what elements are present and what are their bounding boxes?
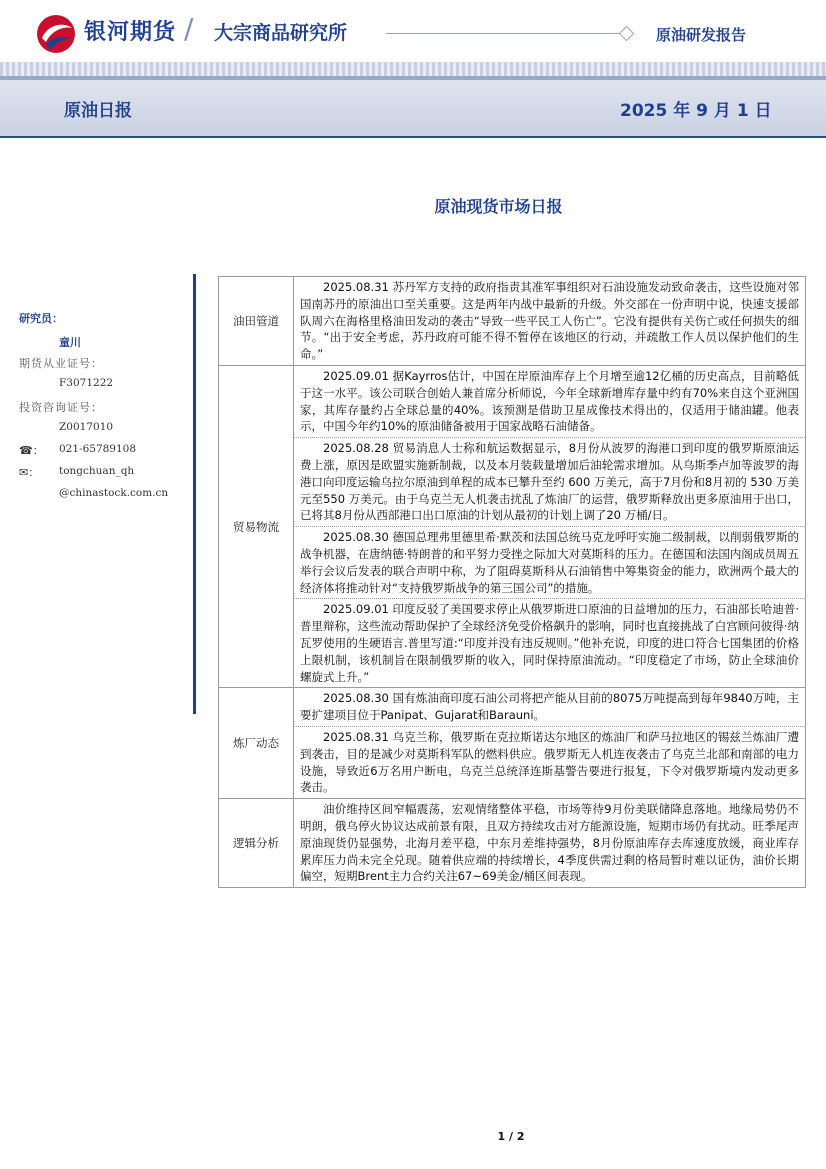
news-paragraph: 2025.08.31 乌克兰称，俄罗斯在克拉斯诺达尔地区的炼油厂和萨马拉地区的锡兹兰炼油厂遭到袭击，目的是减少对莫斯科军队的燃料供应。俄罗斯无人机连夜袭击了乌克兰北部和南部的电力设施，导致近6万名用户断电，乌克兰总统泽连斯基警告要进行报复，下令对俄罗斯境内发动更多袭击。	[300, 729, 799, 795]
diamond-icon	[619, 26, 635, 42]
email-line-2: @chinastock.com.cn	[59, 487, 169, 499]
news-paragraph: 2025.08.30 国有炼油商印度石油公司将把产能从目前的8075万吨提高到每年9840万吨，主要扩建项目位于Panipat、Gujarat和Barauni。	[300, 691, 799, 723]
institute-name: 大宗商品研究所	[214, 22, 348, 44]
report-title: 原油日报	[64, 101, 132, 121]
content-cell	[294, 799, 806, 888]
table-row	[219, 799, 806, 888]
phone-number: 021-65789108	[59, 443, 137, 455]
brand-separator: /	[184, 12, 194, 45]
email-icon: ✉：	[19, 466, 40, 479]
phone-icon: ☎：	[19, 444, 44, 457]
category-cell: 油田管道	[219, 277, 294, 366]
news-paragraph: 2025.08.28 贸易消息人士称和航运数据显示，8月份从波罗的海港口到印度的俄罗斯原油运费上涨，原因是欧盟实施新制裁，以及本月装载量增加后油轮需求增加。从乌斯季卢加等波罗的海港口向印度运输乌拉尔原油到单程的成本已攀升至约 600 万美元，高于7月份和8月初的 530 万美元至550 万美元。由于乌克兰无人机袭击扰乱了炼油厂的运营，俄罗斯释放出更多原油用于出口，已将其8月份从西部港口出口原油的计划从最初的计划上调了20 万桶/日。	[300, 441, 799, 523]
paragraph-divider	[294, 726, 805, 727]
main-title: 原油现货市场日报	[434, 197, 563, 216]
consult-cert-number: Z0017010	[59, 421, 114, 433]
category-cell: 逻辑分析	[219, 799, 294, 888]
futures-cert-label: 期货从业证号：	[19, 357, 103, 370]
paragraph-divider	[294, 437, 805, 438]
news-paragraph: 2025.09.01 印度反驳了美国要求停止从俄罗斯进口原油的日益增加的压力，石油部长哈迪普·普里辩称，这些流动帮助保护了全球经济免受价格飙升的影响，同时也直接挑战了白宫顾问彼得·纳瓦罗使用的生硬语言.普里写道:“印度并没有违反规则。”他补充说，印度的进口符合七国集团的价格上限机制，该机制旨在限制俄罗斯的收入，同时保持原油流动。“印度稳定了市场，防止全球油价螺旋式上升。”	[300, 602, 799, 684]
report-type: 原油研发报告	[656, 26, 747, 44]
header-stripe	[0, 62, 826, 76]
page-header	[0, 0, 826, 80]
table-row	[219, 688, 806, 799]
sidebar-divider	[193, 274, 196, 714]
paragraph-divider	[294, 526, 805, 527]
content-cell	[294, 688, 806, 799]
news-paragraph: 2025.09.01 据Kayrros估计，中国在岸原油库存上个月增至逾12亿桶的历史高点，目前略低于这一水平。该公司联合创始人兼首席分析师说，今年全球新增库存量中约有70%来自这个亚洲国家，其库存量约占全球总量的40%。该预测是借助卫星成像技术得出的，仅适用于储油罐。他表示，中国今年约10%的原油储备被用于国家战略石油储备。	[300, 368, 799, 434]
content-cell	[294, 277, 806, 366]
researcher-label: 研究员：	[19, 312, 63, 325]
table-row	[219, 277, 806, 366]
yinhe-logo-icon	[36, 14, 76, 54]
category-cell: 贸易物流	[219, 365, 294, 687]
researcher-name: 童川	[59, 336, 81, 349]
content-cell	[294, 365, 806, 687]
news-table	[218, 276, 806, 888]
table-row	[219, 365, 806, 687]
band-divider	[0, 136, 826, 138]
news-paragraph: 2025.08.30 德国总理弗里德里希·默茨和法国总统马克龙呼吁实施二级制裁，以削弱俄罗斯的战争机器，在唐纳德·特朗普的和平努力受挫之际加大对莫斯科的压力。在德国和法国内阁成员周五举行会议后发表的联合声明中称，为了阻碍莫斯科从石油销售中筹集资金的能力，欧洲两个最大的经济体将推动针对“支持俄罗斯战争的第三国公司”的措施。	[300, 530, 799, 595]
category-cell: 炼厂动态	[219, 688, 294, 799]
paragraph-divider	[294, 598, 805, 599]
news-paragraph: 2025.08.31 苏丹军方支持的政府指责其准军事组织对石油设施发动致命袭击，这些设施对邻国南苏丹的原油出口至关重要。这是两年内战中最新的升级。外交部在一份声明中说，快速支援部队周六在海格里格油田发动的袭击“导致一些平民工人伤亡”。它没有提供有关伤亡或任何损失的细节。“出于安全考虑，苏丹政府可能不得不暂停在该地区的行动，并疏散工作人员以保护他们的生命。”	[300, 280, 799, 362]
header-rule	[386, 33, 622, 34]
email-line-1: tongchuan_qh	[59, 465, 135, 477]
page-number: 1 / 2	[497, 1130, 525, 1143]
brand-name: 银河期货	[84, 20, 177, 45]
consult-cert-label: 投资咨询证号：	[19, 401, 103, 414]
futures-cert-number: F3071222	[59, 377, 114, 389]
analysis-paragraph: 油价维持区间窄幅震荡，宏观情绪整体平稳，市场等待9月份美联储降息落地。地缘局势仍不明朗，俄乌停火协议达成前景有限，且双方持续攻击对方能源设施，短期市场仍有扰动。旺季尾声原油现货仍显强势，北海月差平稳，中东月差维持强势，8月份原油库存去库速度放缓，商业库存累库压力尚未完全兑现。随着供应端的持续增长，4季度供需过剩的格局暂时难以证伪，油价长期偏空，短期Brent主力合约关注67~69美金/桶区间表现。	[300, 802, 799, 884]
report-date: 2025 年 9 月 1 日	[620, 101, 772, 121]
